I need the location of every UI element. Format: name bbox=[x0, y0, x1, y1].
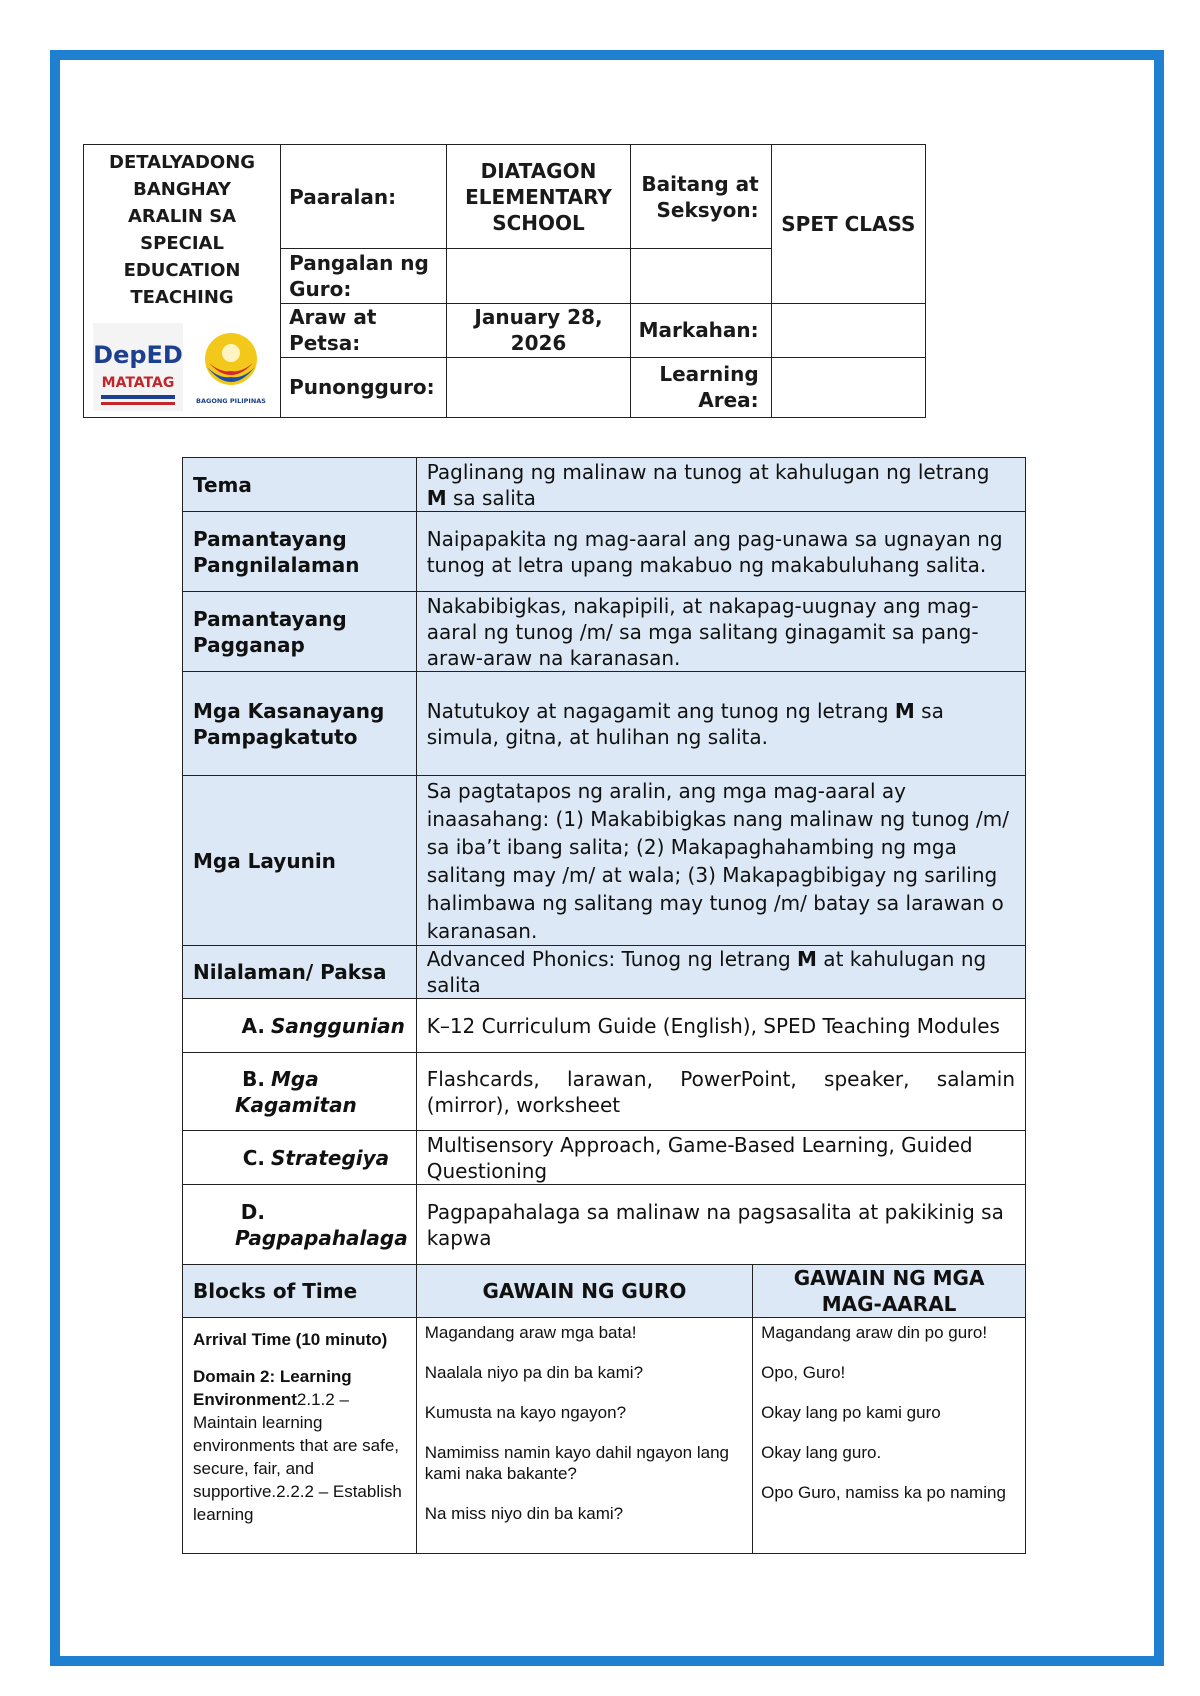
quarter-value bbox=[771, 303, 925, 357]
student-activities bbox=[753, 1318, 1026, 1554]
arrival-time: Arrival Time (10 minuto) bbox=[193, 1330, 388, 1349]
table-row bbox=[183, 458, 1026, 512]
teacher-line: Namimiss namin kayo dahil ngayon lang kami naka bakante? bbox=[424, 1443, 729, 1483]
grade-label: Baitang at Seksyon: bbox=[630, 145, 771, 249]
lesson-plan-table bbox=[182, 457, 1026, 1554]
principal-value bbox=[447, 357, 630, 417]
table-row bbox=[183, 1053, 1026, 1131]
table-row bbox=[183, 946, 1026, 999]
grade-value: SPET CLASS bbox=[771, 145, 925, 304]
b-value: Flashcards, larawan, PowerPoint, speaker, salamin (mirror), worksheet bbox=[416, 1053, 1025, 1131]
student-line: Opo, Guro! bbox=[761, 1363, 846, 1382]
teacher-activities bbox=[416, 1318, 752, 1554]
student-line: Okay lang po kami guro bbox=[761, 1403, 941, 1422]
tema-label: Tema bbox=[183, 458, 417, 512]
date-value: January 28, 2026 bbox=[447, 303, 630, 357]
d-letter: D. bbox=[240, 1199, 265, 1224]
school-label: Paaralan: bbox=[281, 145, 447, 249]
svg-text:MATATAG: MATATAG bbox=[101, 375, 175, 391]
principal-label: Punongguro: bbox=[281, 357, 447, 417]
svg-text:BAGONG PILIPINAS: BAGONG PILIPINAS bbox=[196, 397, 267, 405]
tema-value bbox=[416, 458, 1025, 512]
tema-text: Paglinang ng malinaw na tunog at kahulugan ng letrang bbox=[426, 459, 990, 484]
title-line: TEACHING bbox=[130, 287, 234, 308]
d-value: Pagpapahalaga sa malinaw na pagsasalita at pakikinig sa kapwa bbox=[416, 1185, 1025, 1265]
tema-text-end: sa salita bbox=[446, 485, 536, 510]
np-text-end: at kahulugan ng salita bbox=[426, 947, 987, 997]
a-label bbox=[183, 999, 417, 1053]
table-row bbox=[183, 1318, 1026, 1554]
logos bbox=[88, 321, 276, 413]
pn-label: Pamantayang Pangnilalaman bbox=[183, 512, 417, 592]
tema-letter: M bbox=[426, 485, 447, 510]
school-value: DIATAGON ELEMENTARY SCHOOL bbox=[447, 145, 630, 249]
arrival-cell bbox=[183, 1318, 417, 1554]
student-line: Opo Guro, namiss ka po naming bbox=[761, 1483, 1006, 1502]
bagong-pilipinas-logo bbox=[191, 323, 271, 411]
a-text: Sanggunian bbox=[271, 1013, 405, 1038]
title-line: SPECIAL bbox=[140, 233, 224, 254]
b-label bbox=[183, 1053, 417, 1131]
c-text: Strategiya bbox=[271, 1145, 390, 1170]
col-teacher: GAWAIN NG GURO bbox=[416, 1265, 752, 1318]
ml-value: Sa pagtatapos ng aralin, ang mga mag-aaral ay inaasahang: (1) Makabibigkas nang malinaw ng tunog /m/ sa iba’t ibang salita; (2) Makapaghahambing ng mga salitang may /m/ at wala; (3) Makapagbibigay ng sariling halimbawa ng salitang may tunog /m/ batay sa larawan o karanasan. bbox=[416, 776, 1025, 946]
d-label bbox=[183, 1185, 417, 1265]
domain-text: 2.1.2 – Maintain learning environments that are safe, secure, fair, and supportive.2.2.2 – Establish learning bbox=[193, 1390, 402, 1524]
domain-title: Domain 2: Learning Environment bbox=[193, 1367, 352, 1409]
student-line: Okay lang guro. bbox=[761, 1443, 882, 1462]
deped-matatag-logo bbox=[93, 323, 183, 411]
d-text: Pagpapahalaga bbox=[235, 1225, 408, 1250]
grade-blank bbox=[630, 249, 771, 303]
area-label: Learning Area: bbox=[630, 357, 771, 417]
table-row bbox=[183, 592, 1026, 672]
svg-text:DepED: DepED bbox=[93, 341, 183, 369]
mk-letter: M bbox=[894, 698, 915, 723]
table-row bbox=[183, 776, 1026, 946]
pp-value: Nakabibigkas, nakapipili, at nakapag-uugnay ang mag-aaral ng tunog /m/ sa mga salitang ginagamit sa pang-araw-araw na karanasan. bbox=[416, 592, 1025, 672]
mk-label: Mga Kasanayang Pampagkatuto bbox=[183, 672, 417, 776]
table-header-row bbox=[183, 1265, 1026, 1318]
teacher-line: Magandang araw mga bata! bbox=[424, 1323, 637, 1342]
col-blocks-of-time: Blocks of Time bbox=[183, 1265, 417, 1318]
c-label bbox=[183, 1131, 417, 1185]
title-line: ARALIN SA bbox=[127, 206, 237, 227]
pp-label: Pamantayang Pagganap bbox=[183, 592, 417, 672]
col-students: GAWAIN NG MGA MAG-AARAL bbox=[753, 1265, 1026, 1318]
teacher-line: Na miss niyo din ba kami? bbox=[424, 1504, 624, 1523]
table-row bbox=[183, 672, 1026, 776]
ml-label: Mga Layunin bbox=[183, 776, 417, 946]
title-line: DETALYADONG bbox=[109, 152, 256, 173]
mk-text: Natutukoy at nagagamit ang tunog ng letrang bbox=[426, 698, 895, 723]
teacher-line: Naalala niyo pa din ba kami? bbox=[424, 1363, 644, 1382]
area-value bbox=[771, 357, 925, 417]
table-row bbox=[183, 1131, 1026, 1185]
b-text: Mga Kagamitan bbox=[235, 1066, 357, 1117]
a-letter: A. bbox=[241, 1013, 265, 1038]
quarter-label: Markahan: bbox=[630, 303, 771, 357]
c-letter: C. bbox=[242, 1145, 265, 1170]
title-line: BANGHAY bbox=[133, 179, 231, 200]
header-table bbox=[83, 144, 926, 418]
table-row bbox=[183, 999, 1026, 1053]
teacher-label: Pangalan ng Guro: bbox=[281, 249, 447, 303]
teacher-line: Kumusta na kayo ngayon? bbox=[424, 1403, 627, 1422]
a-value: K–12 Curriculum Guide (English), SPED Teaching Modules bbox=[416, 999, 1025, 1053]
pn-value: Naipapakita ng mag-aaral ang pag-unawa sa ugnayan ng tunog at letra upang makabuo ng makabuluhang salita. bbox=[416, 512, 1025, 592]
date-label: Araw at Petsa: bbox=[281, 303, 447, 357]
np-text: Advanced Phonics: Tunog ng letrang bbox=[426, 947, 798, 971]
c-value: Multisensory Approach, Game-Based Learning, Guided Questioning bbox=[416, 1131, 1025, 1185]
plan-title bbox=[84, 145, 281, 418]
table-row bbox=[183, 512, 1026, 592]
mk-text-end: sa simula, gitna, at hulihan ng salita. bbox=[426, 698, 944, 749]
title-line: EDUCATION bbox=[123, 260, 241, 281]
teacher-value bbox=[447, 249, 630, 303]
b-letter: B. bbox=[242, 1066, 265, 1091]
np-value bbox=[416, 946, 1025, 999]
np-letter: M bbox=[797, 947, 817, 971]
student-line: Magandang araw din po guro! bbox=[761, 1323, 988, 1342]
np-label: Nilalaman/ Paksa bbox=[183, 946, 417, 999]
table-row bbox=[183, 1185, 1026, 1265]
mk-value bbox=[416, 672, 1025, 776]
